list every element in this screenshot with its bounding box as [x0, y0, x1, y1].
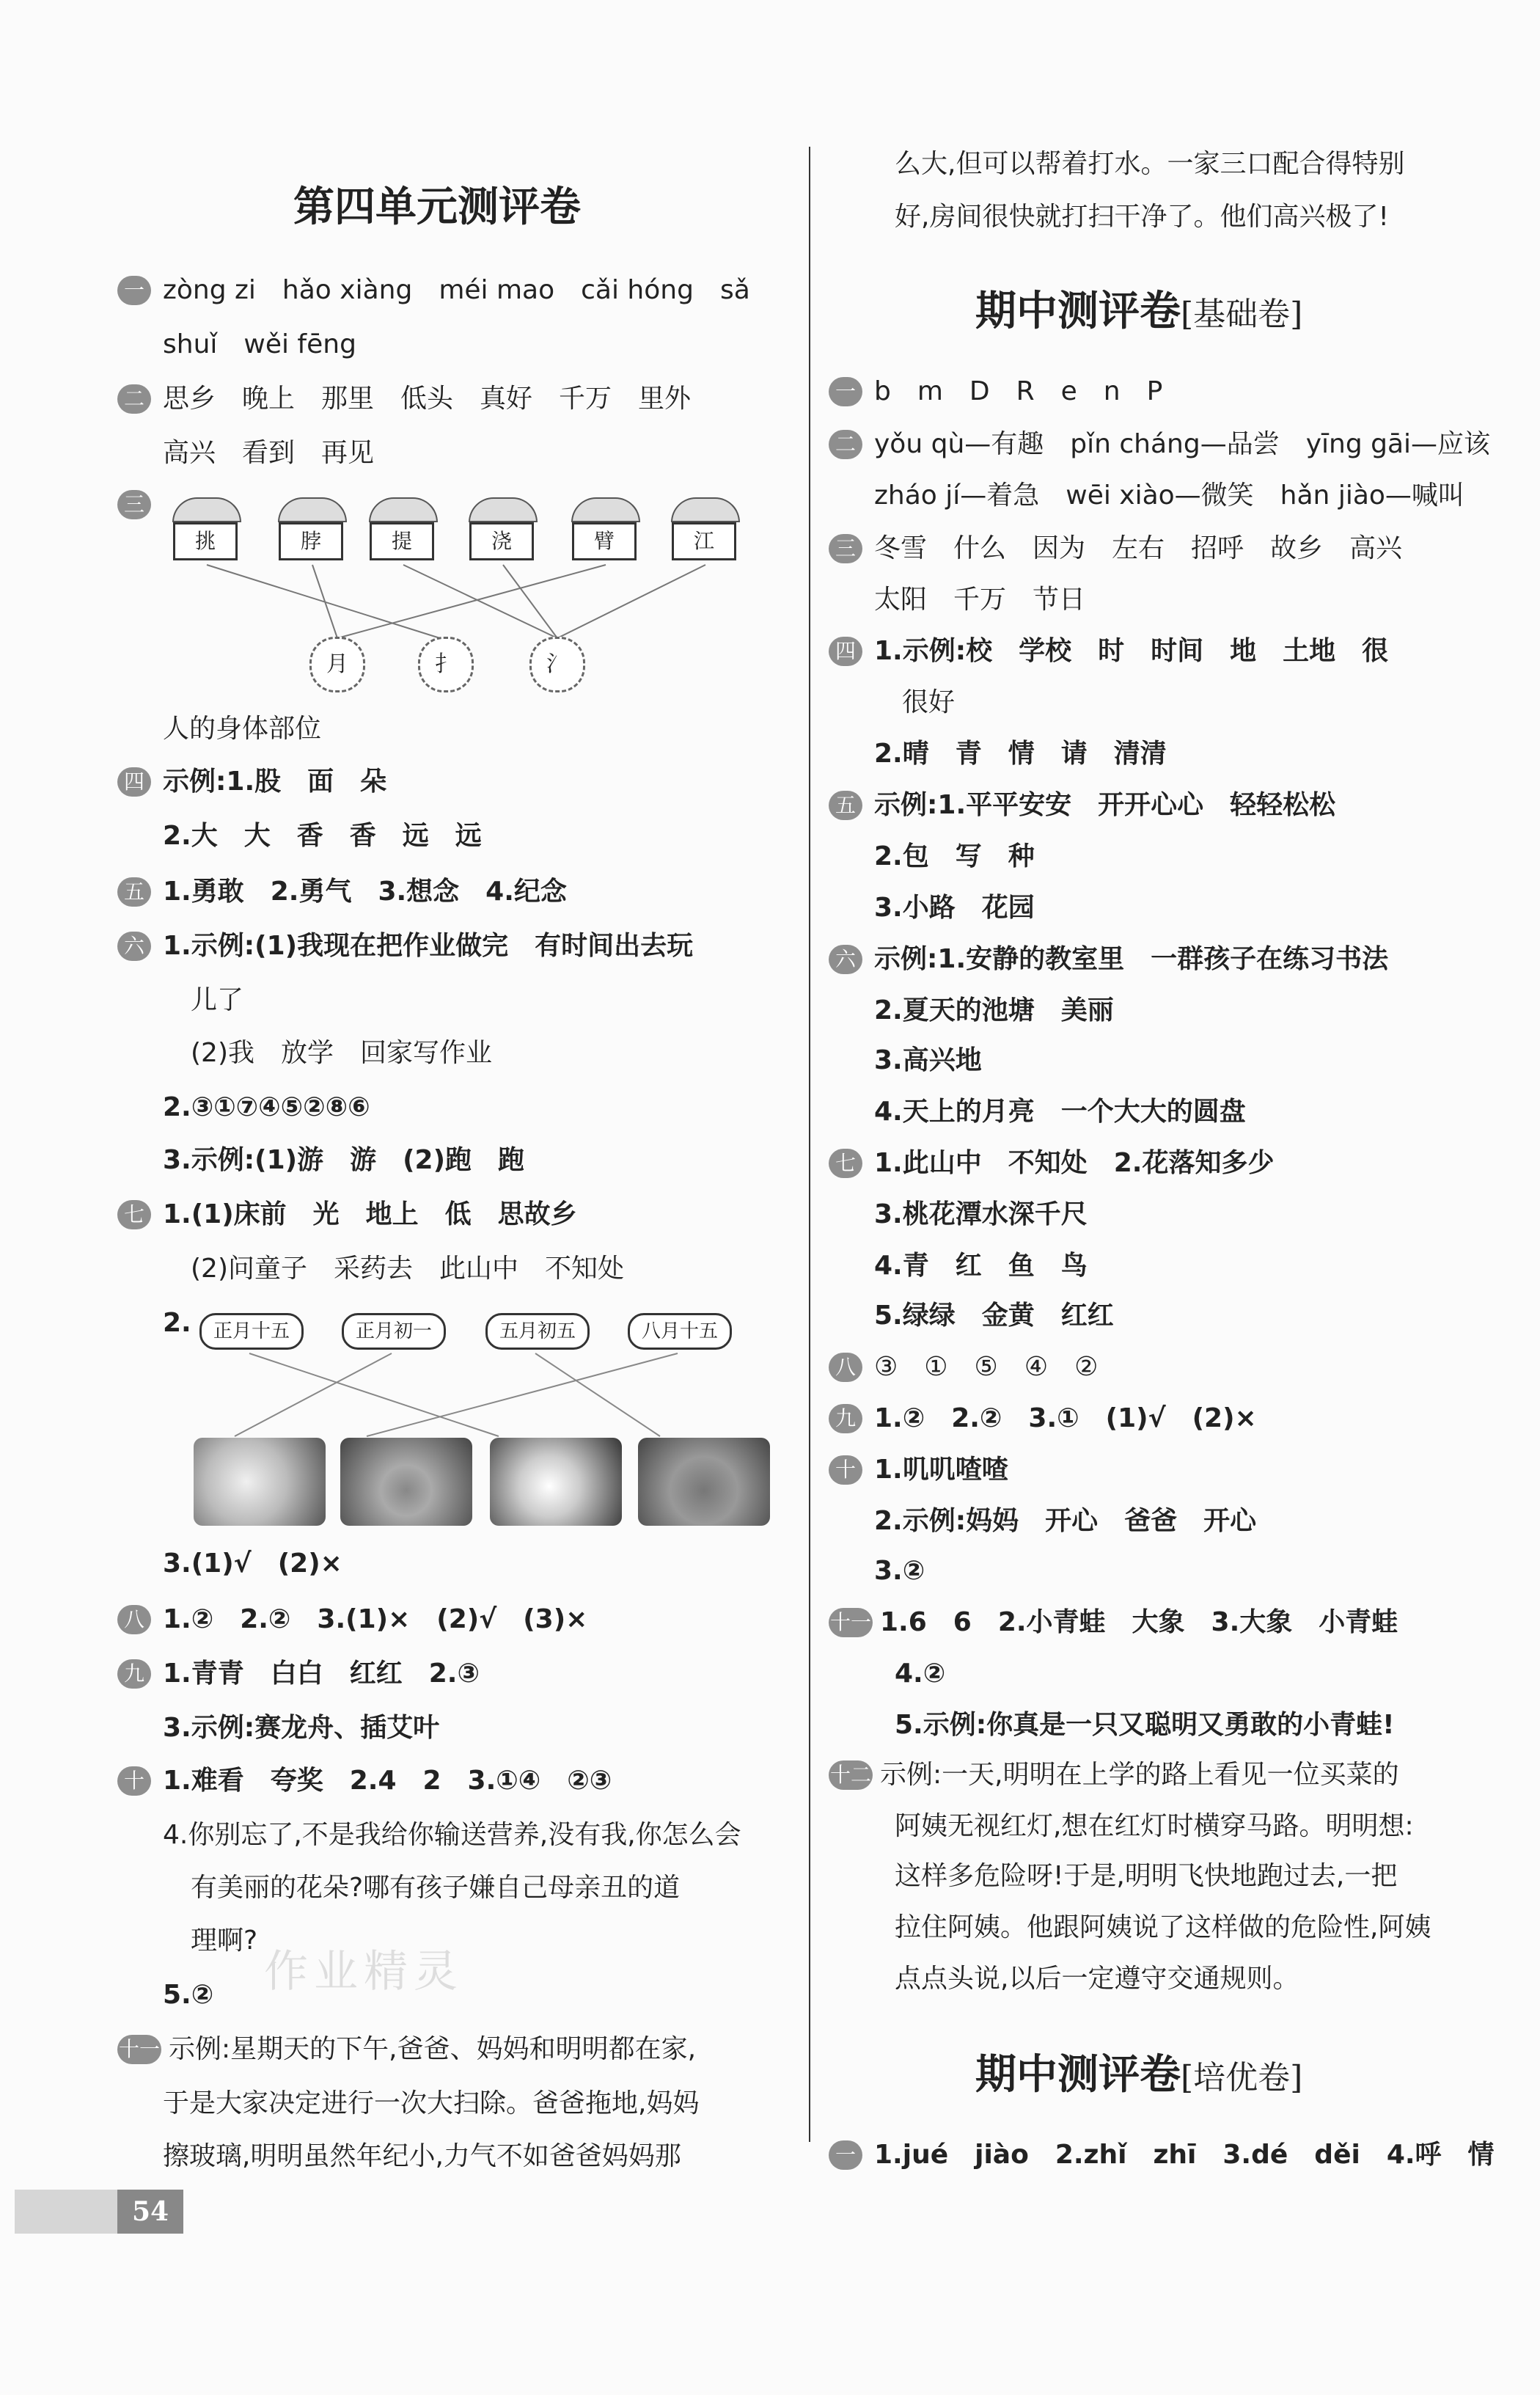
r-answer-6-3: 3.高兴地	[874, 1045, 982, 1075]
answer-7-4: 3.(1)√ (2)×	[163, 1548, 342, 1579]
r-answer-5-3: 3.小路 花园	[874, 893, 1035, 923]
section-number-5: 五	[117, 877, 151, 907]
radical-circle-1: 月	[309, 637, 365, 692]
r-answer-12-5: 点点头说,以后一定遵守交通规则。	[895, 1964, 1299, 1994]
r-section-number-10: 十	[829, 1455, 862, 1485]
words-line-1: 思乡 晚上 那里 低头 真好 千万 里外	[163, 384, 692, 414]
answer-6-4: 2.③①⑦④⑤②⑧⑥	[163, 1092, 370, 1122]
r-section-number-6: 六	[829, 945, 862, 974]
festival-tag-1: 正月十五	[199, 1313, 304, 1350]
r-answer-6-4: 4.天上的月亮 一个大大的圆盘	[874, 1097, 1246, 1127]
r-section-number-4: 四	[829, 637, 862, 666]
answer-10-5: 5.②	[163, 1980, 214, 2010]
section-number-11: 十一	[117, 2035, 161, 2064]
r-answer-4-3: 2.晴 青 情 请 清清	[874, 739, 1167, 769]
midterm-basic-title-text: 期中测评卷	[975, 287, 1181, 335]
bee-card-1: 挑	[170, 497, 243, 560]
answer-10-2: 4.你别忘了,不是我给你输送营养,没有我,你怎么会	[163, 1820, 741, 1850]
r-answer-4-2: 很好	[902, 687, 956, 717]
r-answer-3-1: 冬雪 什么 因为 左右 招呼 故乡 高兴	[874, 533, 1403, 563]
festival-tag-3: 五月初五	[485, 1313, 590, 1350]
r-section-number-1: 一	[829, 377, 862, 406]
midterm-basic-title	[975, 279, 1302, 337]
section-number-4: 四	[117, 767, 151, 797]
r-section-number-7: 七	[829, 1149, 862, 1178]
section-number-7: 七	[117, 1200, 151, 1229]
dumpling-photo	[638, 1438, 770, 1526]
bee-card-6: 江	[669, 497, 742, 560]
r-answer-12-2: 阿姨无视红灯,想在红灯时横穿马路。明明想:	[895, 1811, 1414, 1841]
column-divider	[809, 147, 810, 2142]
section-number-3: 三	[117, 490, 151, 519]
answer-9-1: 1.青青 白白 红红 2.③	[163, 1659, 480, 1689]
tangyuan-photo	[490, 1438, 622, 1526]
r-section-number-13: 一	[829, 2140, 862, 2170]
r-answer-7-4: 5.绿绿 金黄 红红	[874, 1301, 1114, 1331]
section-number-10: 十	[117, 1766, 151, 1796]
answer-7-1: 1.(1)床前 光 地上 低 思故乡	[163, 1199, 577, 1229]
answer-11-1: 示例:星期天的下午,爸爸、妈妈和明明都在家,	[169, 2034, 697, 2064]
answer-6-5: 3.示例:(1)游 游 (2)跑 跑	[163, 1145, 525, 1175]
answer-11-2: 于是大家决定进行一次大扫除。爸爸拖地,妈妈	[163, 2088, 700, 2118]
r-answer-2-1: yǒu qù—有趣 pǐn cháng—品尝 yīng gāi—应该	[874, 429, 1491, 459]
answer-10-3: 有美丽的花朵?哪有孩子嫌自己母亲丑的道	[191, 1873, 681, 1903]
r-answer-10-3: 3.②	[874, 1556, 925, 1586]
r-answer-12-3: 这样多危险呀!于是,明明飞快地跑过去,一把	[895, 1861, 1398, 1891]
page-number: 54	[117, 2190, 183, 2234]
midterm-advanced-title-text: 期中测评卷	[975, 2050, 1181, 2099]
r-section-number-2: 二	[829, 430, 862, 459]
r-answer-12-1: 示例:一天,明明在上学的路上看见一位买菜的	[880, 1760, 1399, 1790]
continued-line-2: 好,房间很快就打扫干净了。他们高兴极了!	[895, 202, 1389, 232]
section-number-8: 八	[117, 1605, 151, 1634]
section-number-9: 九	[117, 1659, 151, 1689]
r-answer-1-1: b m D R e n P	[874, 376, 1163, 406]
festival-matching-lines	[117, 1350, 777, 1438]
r-section-number-11: 十一	[829, 1608, 873, 1637]
bee-card-4: 浇	[466, 497, 540, 560]
unit-four-test-title: 第四单元测评卷	[293, 183, 581, 231]
matching-lines	[117, 557, 777, 646]
r-answer-5-1: 示例:1.平平安安 开开心心 轻轻松松	[874, 790, 1336, 820]
r-answer-7-2: 3.桃花潭水深千尺	[874, 1199, 1088, 1229]
answer-4-2: 2.大 大 香 香 远 远	[163, 821, 482, 851]
r-answer-6-2: 2.夏天的池塘 美丽	[874, 995, 1114, 1025]
radical-circle-3: 氵	[529, 637, 585, 692]
midterm-advanced-subtitle: [培优卷]	[1181, 2059, 1303, 2096]
r-answer-2-2: zháo jí—着急 wēi xiào—微笑 hǎn jiào—喊叫	[874, 480, 1464, 511]
answer-6-2: 儿了	[191, 985, 244, 1015]
r-answer-3-2: 太阳 千万 节日	[874, 585, 1086, 615]
answer-5-1: 1.勇敢 2.勇气 3.想念 4.纪念	[163, 877, 567, 907]
answer-4-1: 示例:1.股 面 朵	[163, 767, 387, 797]
r-answer-8-1: ③ ① ⑤ ④ ②	[874, 1352, 1099, 1382]
r-answer-11-3: 5.示例:你真是一只又聪明又勇敢的小青蛙!	[895, 1710, 1395, 1740]
r-section-number-12: 十二	[829, 1760, 873, 1790]
r-answer-10-1: 1.叽叽喳喳	[874, 1455, 1008, 1485]
r-section-number-9: 九	[829, 1404, 862, 1433]
r-answer-7-1: 1.此山中 不知处 2.花落知多少	[874, 1148, 1275, 1178]
r-answer-7-3: 4.青 红 鱼 鸟	[874, 1251, 1088, 1281]
radical-circle-2: 扌	[418, 637, 474, 692]
r-answer-9-1: 1.② 2.② 3.① (1)√ (2)×	[874, 1403, 1257, 1433]
answer-6-3: (2)我 放学 回家写作业	[191, 1038, 492, 1068]
bee-card-2: 脖	[276, 497, 349, 560]
answer-11-3: 擦玻璃,明明虽然年纪小,力气不如爸爸妈妈那	[163, 2141, 681, 2171]
midterm-basic-subtitle: [基础卷]	[1181, 296, 1303, 333]
section-number-6: 六	[117, 932, 151, 961]
r-answer-6-1: 示例:1.安静的教室里 一群孩子在练习书法	[874, 944, 1389, 974]
section-number-2: 二	[117, 384, 151, 414]
answer-7-2: (2)问童子 采药去 此山中 不知处	[191, 1254, 624, 1284]
mooncake-photo	[340, 1438, 472, 1526]
zongzi-photo	[194, 1438, 326, 1526]
pinyin-line-2: shuǐ wěi fēng	[163, 329, 356, 359]
answer-10-4: 理啊?	[191, 1926, 258, 1956]
festival-tag-2: 正月初一	[342, 1313, 446, 1350]
watermark: 作业精灵	[264, 1946, 463, 1997]
r-answer-12-4: 拉住阿姨。他跟阿姨说了这样做的危险性,阿姨	[895, 1912, 1431, 1942]
answer-7-3: 2.	[163, 1308, 191, 1338]
midterm-advanced-title	[975, 2042, 1302, 2101]
r-answer-4-1: 1.示例:校 学校 时 时间 地 土地 很	[874, 636, 1389, 666]
continued-line-1: 么大,但可以帮着打水。一家三口配合得特别	[895, 149, 1405, 179]
r-answer-10-2: 2.示例:妈妈 开心 爸爸 开心	[874, 1506, 1257, 1536]
bee-card-5: 臂	[569, 497, 642, 560]
r-section-number-8: 八	[829, 1353, 862, 1382]
matching-caption: 人的身体部位	[163, 714, 322, 744]
r-answer-5-2: 2.包 写 种	[874, 841, 1035, 871]
words-line-2: 高兴 看到 再见	[163, 438, 375, 468]
answer-8-1: 1.② 2.② 3.(1)× (2)√ (3)×	[163, 1604, 588, 1634]
answer-10-1: 1.难看 夸奖 2.4 2 3.①④ ②③	[163, 1766, 612, 1796]
r-answer-11-1: 1.6 6 2.小青蛙 大象 3.大象 小青蛙	[880, 1607, 1398, 1637]
r-answer-11-2: 4.②	[895, 1659, 946, 1689]
r-section-number-3: 三	[829, 534, 862, 563]
section-number-1: 一	[117, 276, 151, 305]
festival-tag-4: 八月十五	[628, 1313, 732, 1350]
answer-9-2: 3.示例:赛龙舟、插艾叶	[163, 1713, 440, 1743]
pinyin-line-1: zòng zi hǎo xiàng méi mao cǎi hóng sǎ	[163, 275, 750, 305]
bee-card-3: 提	[367, 497, 440, 560]
r-answer-13-1: 1.jué jiào 2.zhǐ zhī 3.dé děi 4.呼 情	[874, 2140, 1495, 2170]
r-section-number-5: 五	[829, 791, 862, 820]
answer-6-1: 1.示例:(1)我现在把作业做完 有时间出去玩	[163, 931, 694, 961]
